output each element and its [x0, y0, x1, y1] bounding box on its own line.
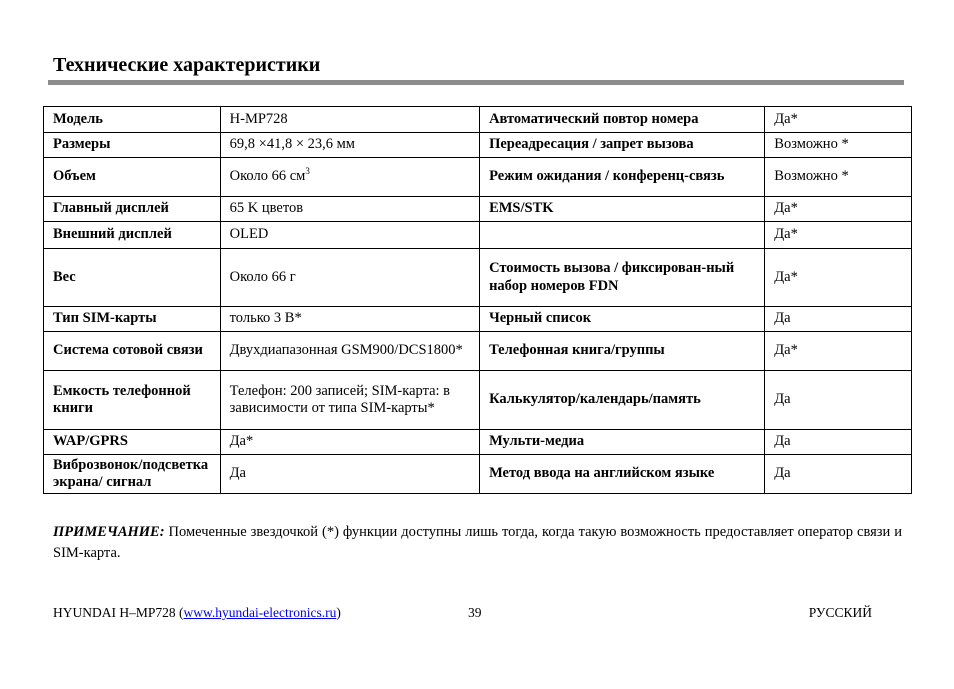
- spec-name-left-text: Виброзвонок/подсветка экрана/ сигнал: [53, 456, 209, 490]
- spec-name-left: [44, 307, 221, 332]
- spec-name-left: [44, 332, 221, 371]
- spec-value-left-text: Телефон: 200 записей; SIM-карта: в зависимости от типа SIM-карты*: [229, 382, 451, 416]
- title-divider: [48, 80, 904, 85]
- spec-value-left: [220, 371, 479, 430]
- table-row: [44, 455, 912, 494]
- spec-name-left-text: Главный дисплей: [53, 200, 169, 217]
- spec-name-right: [480, 133, 765, 158]
- spec-value-left: [220, 222, 479, 249]
- spec-value-left: [220, 133, 479, 158]
- spec-value-right-text: Да: [774, 433, 791, 450]
- spec-name-right: [480, 107, 765, 133]
- spec-table: [43, 106, 912, 494]
- spec-name-right: [480, 197, 765, 222]
- spec-name-right: [480, 455, 765, 494]
- spec-value-right: [765, 107, 912, 133]
- table-row: [44, 430, 912, 455]
- spec-value-right-text: Да: [774, 465, 791, 482]
- note-text: Помеченные звездочкой (*) функции доступны лишь тогда, когда такую возможность предоставляет оператор связи и SIM-карта.: [53, 524, 902, 561]
- spec-name-right-text: Режим ожидания / конференц-связь: [489, 168, 725, 185]
- spec-name-left: [44, 222, 221, 249]
- spec-value-left: [220, 158, 479, 197]
- spec-value-left-text: 69,8 ×41,8 × 23,6 мм: [229, 136, 355, 153]
- spec-value-right: [765, 133, 912, 158]
- spec-value-right: [765, 455, 912, 494]
- spec-value-left-text: OLED: [229, 226, 269, 243]
- table-row: [44, 307, 912, 332]
- spec-name-right-text: Калькулятор/календарь/память: [489, 391, 701, 408]
- table-row: [44, 158, 912, 197]
- spec-value-right: [765, 371, 912, 430]
- spec-value-left-text: Около 66 г: [229, 268, 296, 285]
- footer-model: HYUNDAI H–MP728 (: [53, 605, 184, 620]
- spec-value-left-text: 65 K цветов: [229, 200, 304, 217]
- spec-name-left-text: Размеры: [53, 136, 111, 153]
- spec-name-left-text: Емкость телефонной книги: [53, 382, 191, 416]
- spec-value-left: [220, 107, 479, 133]
- spec-value-left-text: только 3 В*: [229, 310, 302, 327]
- spec-name-left: [44, 133, 221, 158]
- spec-name-left: [44, 371, 221, 430]
- spec-value-left-text: Да: [229, 465, 246, 482]
- spec-value-right-text: Да: [774, 310, 791, 327]
- spec-name-left-text: Модель: [53, 110, 103, 127]
- spec-value-right-text: Да: [774, 391, 791, 408]
- spec-value-right: [765, 332, 912, 371]
- spec-name-left: [44, 107, 221, 133]
- table-row: [44, 107, 912, 133]
- spec-name-left-text: Вес: [53, 268, 76, 285]
- spec-value-right-text: Да*: [774, 110, 798, 127]
- spec-value-right-text: Возможно *: [774, 136, 849, 153]
- spec-name-right-text: Метод ввода на английском языке: [489, 465, 715, 482]
- table-row: [44, 222, 912, 249]
- spec-value-left-text: Да*: [229, 433, 254, 450]
- table-row: [44, 197, 912, 222]
- spec-name-right: [480, 332, 765, 371]
- spec-value-right-text: Да*: [774, 342, 798, 359]
- spec-name-right: [480, 307, 765, 332]
- spec-value-right: [765, 249, 912, 307]
- table-row: [44, 133, 912, 158]
- footer-page-number: 39: [468, 605, 482, 620]
- spec-name-right-text: EMS/STK: [489, 200, 554, 217]
- spec-value-right: [765, 197, 912, 222]
- spec-value-right-text: Возможно *: [774, 168, 849, 185]
- spec-value-right-text: Да*: [774, 200, 798, 217]
- table-row: [44, 249, 912, 307]
- spec-name-left-text: Объем: [53, 168, 96, 185]
- spec-name-left-text: Внешний дисплей: [53, 226, 172, 243]
- unit-superscript: 3: [305, 166, 310, 177]
- spec-name-left-text: WAP/GPRS: [53, 433, 128, 450]
- spec-value-right: [765, 307, 912, 332]
- note-label: ПРИМЕЧАНИЕ:: [53, 524, 165, 540]
- spec-name-left-text: Тип SIM-карты: [53, 310, 157, 327]
- spec-name-left: [44, 158, 221, 197]
- spec-value-left: [220, 430, 479, 455]
- spec-name-left: [44, 197, 221, 222]
- spec-value-left-text: H-MP728: [229, 110, 288, 127]
- table-row: [44, 371, 912, 430]
- spec-value-right: [765, 222, 912, 249]
- spec-name-right: [480, 371, 765, 430]
- footer-website-link[interactable]: www.hyundai-electronics.ru: [183, 605, 337, 620]
- spec-value-right-text: Да*: [774, 268, 798, 285]
- spec-name-right: [480, 222, 765, 249]
- spec-name-right: [480, 430, 765, 455]
- spec-name-right-text: Телефонная книга/группы: [489, 342, 665, 359]
- footer-paren: ): [336, 605, 341, 620]
- spec-value-left-text: Двухдиапазонная GSM900/DCS1800*: [229, 342, 463, 359]
- spec-value-left: [220, 455, 479, 494]
- spec-value-left: [220, 332, 479, 371]
- spec-name-right: [480, 158, 765, 197]
- spec-value-left: [220, 249, 479, 307]
- spec-name-right: [480, 249, 765, 307]
- spec-value-left: [220, 197, 479, 222]
- footer-left: [53, 605, 341, 621]
- spec-name-left: [44, 249, 221, 307]
- spec-name-right-text: Черный список: [489, 310, 592, 327]
- spec-name-right-text: Автоматический повтор номера: [489, 110, 699, 127]
- spec-name-right-text: Стоимость вызова / фиксирован-ный набор номеров FDN: [489, 260, 735, 294]
- note: [53, 522, 902, 564]
- page-title: Технические характеристики: [53, 54, 321, 76]
- spec-value-left-text: Около 66 см: [229, 168, 306, 185]
- spec-name-right-text: Переадресация / запрет вызова: [489, 136, 694, 153]
- spec-value-right-text: Да*: [774, 226, 798, 243]
- spec-value-left: [220, 307, 479, 332]
- spec-name-right-text: Мульти-медиа: [489, 433, 585, 450]
- table-row: [44, 332, 912, 371]
- spec-table-body: [44, 107, 912, 494]
- spec-name-left: [44, 430, 221, 455]
- spec-name-left: [44, 455, 221, 494]
- footer-language: РУССКИЙ: [808, 605, 872, 620]
- spec-name-left-text: Система сотовой связи: [53, 342, 203, 359]
- spec-value-right: [765, 158, 912, 197]
- spec-value-right: [765, 430, 912, 455]
